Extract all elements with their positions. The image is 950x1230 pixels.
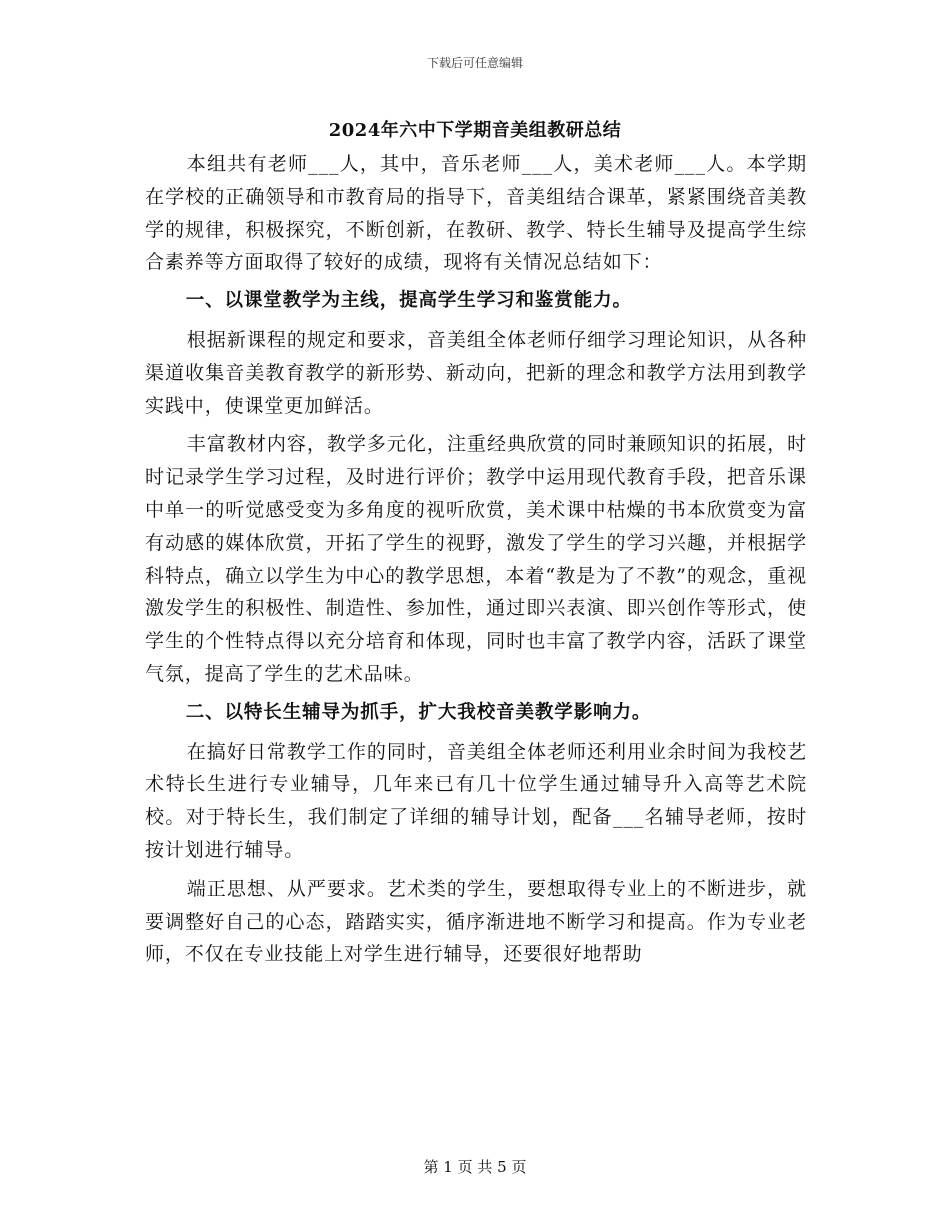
paragraph: 丰富教材内容，教学多元化，注重经典欣赏的同时兼顾知识的拓展，时时记录学生学习过程，及时进行评价；教学中运用现代教育手段，把音乐课中单一的听觉感受变为多角度的视听欣赏，美术课中枯燥的书本欣赏变为富有动感的媒体欣赏，开拓了学生的视野，激发了学生的学习兴趣，并根据学科特点，确立以学生为中心的教学思想，本着“教是为了不教”的观念，重视激发学生的积极性、制造性、参加性，通过即兴表演、即兴创作等形式，使学生的个性特点得以充分培育和体现，同时也丰富了教学内容，活跃了课堂气氛，提高了学生的艺术品味。 [145, 433, 807, 685]
section-heading-2: 二、以特长生辅导为抓手，扩大我校音美教学影响力。 [185, 701, 652, 723]
page-number-footer: 第 1 页 共 5 页 [423, 1158, 527, 1176]
document-body [145, 148, 807, 977]
paragraph-intro: 本组共有老师___人，其中，音乐老师___人，美术老师___人。本学期在学校的正确领导和市教育局的指导下，音美组结合课革，紧紧围绕音美教学的规律，积极探究，不断创新，在教研、教学、特长生辅导及提高学生综合素养等方面取得了较好的成绩，现将有关情况总结如下： [145, 153, 807, 274]
paragraph: 在搞好日常教学工作的同时，音美组全体老师还利用业余时间为我校艺术特长生进行专业辅导，几年来已有几十位学生通过辅导升入高等艺术院校。对于特长生，我们制定了详细的辅导计划，配备___名辅导老师，按时按计划进行辅导。 [145, 740, 807, 861]
document-title: 2024年六中下学期音美组教研总结 [328, 120, 622, 141]
paragraph: 端正思想、从严要求。艺术类的学生，要想取得专业上的不断进步，就要调整好自己的心态，踏踏实实，循序渐进地不断学习和提高。作为专业老师，不仅在专业技能上对学生进行辅导，还要很好地帮助 [145, 877, 807, 966]
paragraph: 根据新课程的规定和要求，音美组全体老师仔细学习理论知识，从各种渠道收集音美教育教学的新形势、新动向，把新的理念和教学方法用到教学实践中，使课堂更加鲜活。 [145, 328, 807, 417]
section-heading-1: 一、以课堂教学为主线，提高学生学习和鉴赏能力。 [185, 290, 632, 312]
header-note: 下载后可任意编辑 [426, 56, 523, 70]
